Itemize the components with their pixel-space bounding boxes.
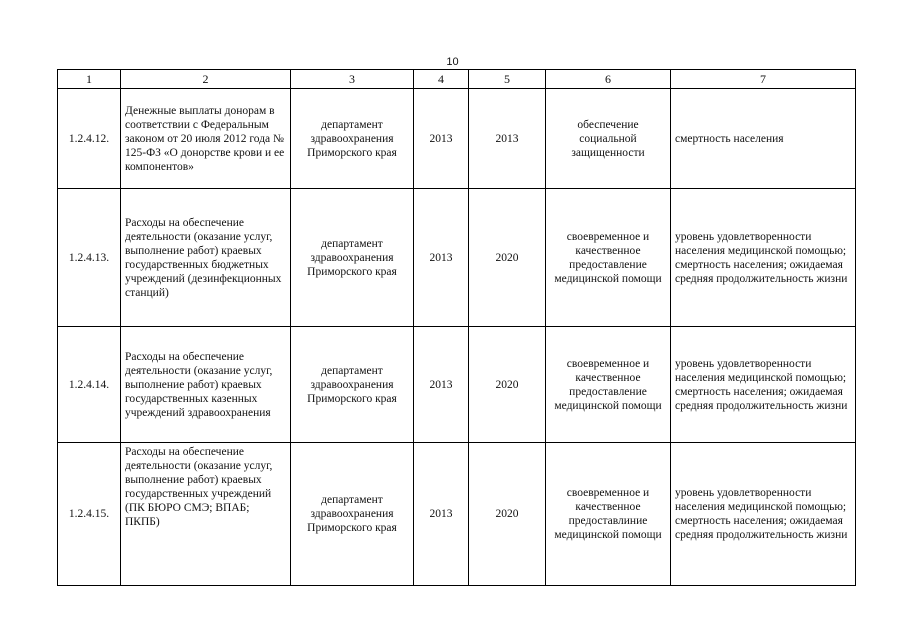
row-start-year: 2013 (414, 189, 469, 327)
row-executor: департамент здравоохранения Приморского края (291, 89, 414, 189)
row-result: обеспечение социальной защищенности (546, 89, 671, 189)
header-col-2: 2 (121, 70, 291, 89)
header-col-5: 5 (469, 70, 546, 89)
row-result: своевременное и качественное предоставлиние медицинской помощи (546, 443, 671, 586)
row-start-year: 2013 (414, 443, 469, 586)
row-result: своевременное и качественное предоставление медицинской помощи (546, 327, 671, 443)
header-col-1: 1 (58, 70, 121, 89)
table-row (58, 327, 856, 443)
table-row (58, 443, 856, 586)
row-result: своевременное и качественное предоставление медицинской помощи (546, 189, 671, 327)
row-indicator: уровень удовлетворенности населения медицинской помощью; смертность населения; ожидаемая средняя продолжительность жизни (671, 327, 856, 443)
program-table (57, 69, 856, 586)
row-indicator: уровень удовлетворенности населения медицинской помощью; смертность населения; ожидаемая средняя продолжительность жизни (671, 189, 856, 327)
row-executor: департамент здравоохранения Приморского края (291, 443, 414, 586)
header-row (58, 70, 856, 89)
row-end-year: 2020 (469, 327, 546, 443)
header-col-6: 6 (546, 70, 671, 89)
row-code: 1.2.4.15. (58, 443, 121, 586)
row-end-year: 2020 (469, 443, 546, 586)
row-executor: департамент здравоохранения Приморского края (291, 189, 414, 327)
row-indicator: смертность населения (671, 89, 856, 189)
header-col-4: 4 (414, 70, 469, 89)
row-end-year: 2013 (469, 89, 546, 189)
page-number: 10 (446, 56, 459, 68)
row-start-year: 2013 (414, 327, 469, 443)
row-code: 1.2.4.14. (58, 327, 121, 443)
row-name: Расходы на обеспечение деятельности (оказание услуг, выполнение работ) краевых государственных учреждений (ПК БЮРО СМЭ; ВПАБ; ПКПБ) (121, 443, 291, 586)
row-code: 1.2.4.12. (58, 89, 121, 189)
row-executor: департамент здравоохранения Приморского края (291, 327, 414, 443)
header-col-3: 3 (291, 70, 414, 89)
row-end-year: 2020 (469, 189, 546, 327)
header-col-7: 7 (671, 70, 856, 89)
row-indicator: уровень удовлетворенности населения медицинской помощью; смертность населения; ожидаемая средняя продолжительность жизни (671, 443, 856, 586)
row-start-year: 2013 (414, 89, 469, 189)
row-name: Расходы на обеспечение деятельности (оказание услуг, выполнение работ) краевых государственных казенных учреждений здравоохранения (121, 327, 291, 443)
table-row (58, 189, 856, 327)
row-name: Денежные выплаты донорам в соответствии с Федеральным законом от 20 июля 2012 года № 125-ФЗ «О донорстве крови и ее компонентов» (121, 89, 291, 189)
table-row (58, 89, 856, 189)
row-name: Расходы на обеспечение деятельности (оказание услуг, выполнение работ) краевых государственных бюджетных учреждений (дезинфекционных станций) (121, 189, 291, 327)
row-code: 1.2.4.13. (58, 189, 121, 327)
